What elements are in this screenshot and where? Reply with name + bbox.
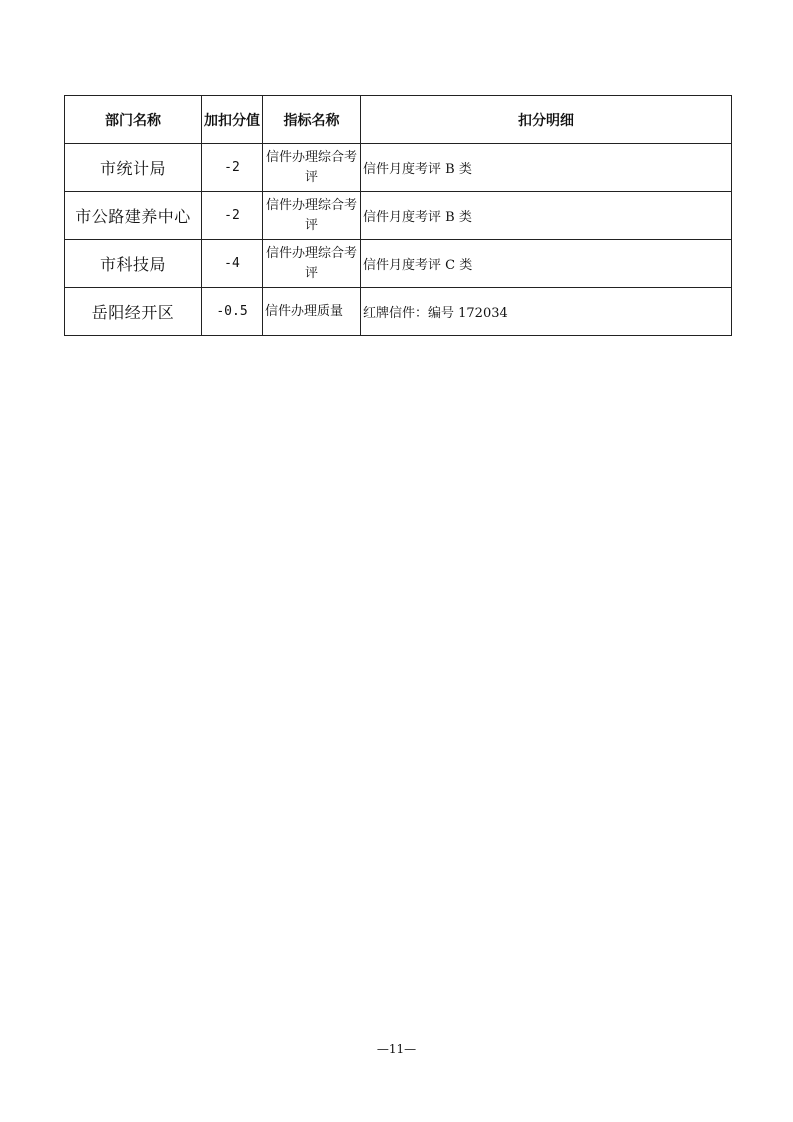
- header-dept: 部门名称: [65, 96, 202, 144]
- cell-indicator: 信件办理综合考评: [263, 144, 361, 192]
- table-header-row: [65, 96, 732, 144]
- header-indicator: 指标名称: [263, 96, 361, 144]
- cell-detail: 信件月度考评 C 类: [361, 240, 732, 288]
- table-row: [65, 288, 732, 336]
- cell-indicator: 信件办理综合考评: [263, 240, 361, 288]
- table-row: [65, 192, 732, 240]
- cell-detail: 信件月度考评 B 类: [361, 144, 732, 192]
- cell-value: -4: [202, 240, 263, 288]
- table-row: [65, 240, 732, 288]
- header-value: 加扣分值: [202, 96, 263, 144]
- page-number: —11—: [376, 1042, 417, 1056]
- cell-value: -2: [202, 144, 263, 192]
- cell-dept: 市公路建养中心: [65, 192, 202, 240]
- table-row: [65, 144, 732, 192]
- cell-dept: 市统计局: [65, 144, 202, 192]
- cell-indicator: 信件办理综合考评: [263, 192, 361, 240]
- cell-dept: 岳阳经开区: [65, 288, 202, 336]
- cell-value: -0.5: [202, 288, 263, 336]
- cell-indicator: 信件办理质量: [263, 288, 361, 336]
- cell-dept: 市科技局: [65, 240, 202, 288]
- cell-value: -2: [202, 192, 263, 240]
- header-detail: 扣分明细: [361, 96, 732, 144]
- deduction-table: [64, 95, 732, 336]
- cell-detail: 信件月度考评 B 类: [361, 192, 732, 240]
- cell-detail: 红牌信件：编号 172034: [361, 288, 732, 336]
